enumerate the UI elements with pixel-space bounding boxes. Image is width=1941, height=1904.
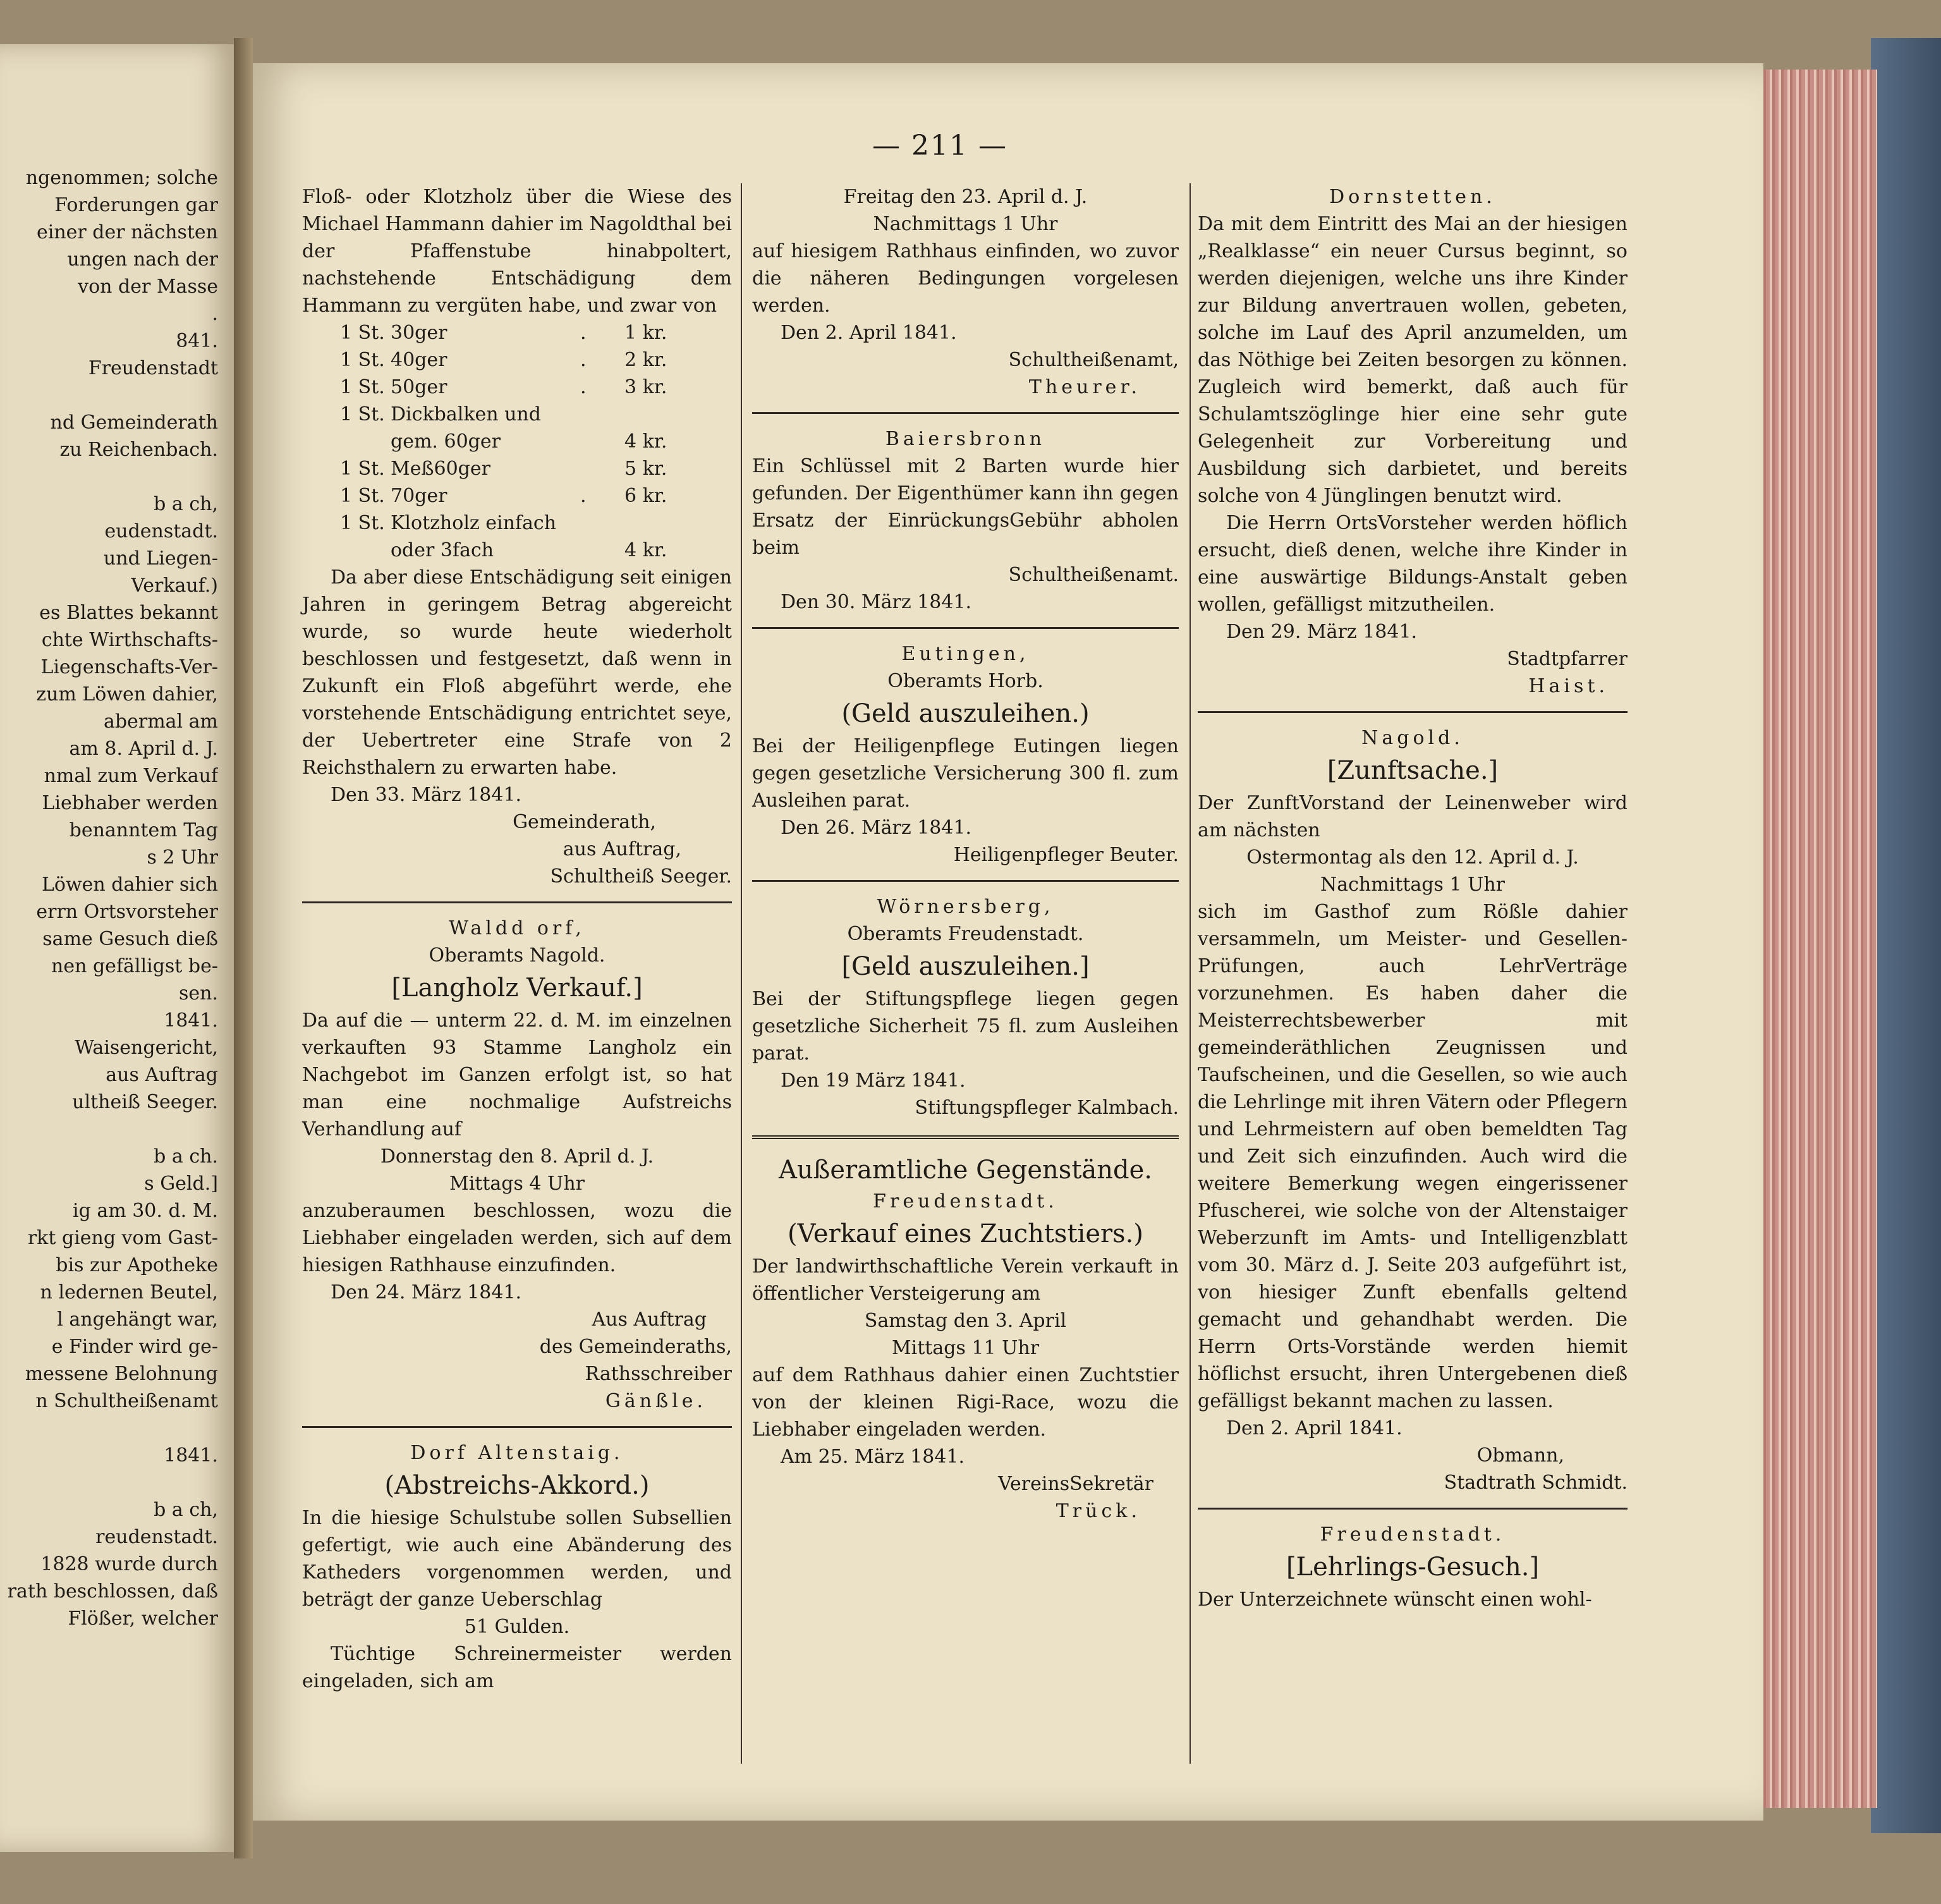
divider xyxy=(752,627,1179,629)
left-fragment-line: 1841. xyxy=(164,1010,218,1032)
left-fragment-line: Löwen dahier sich xyxy=(41,874,218,896)
left-fragment-line: n ledernen Beutel, xyxy=(40,1281,218,1303)
price-dot: . xyxy=(580,349,587,371)
col1-body4: anzuberaumen beschlossen, wozu die Liebhaber eingeladen werden, sich auf dem hiesigen Rathhause einzufinden. xyxy=(302,1200,732,1276)
divider xyxy=(302,1426,732,1428)
left-fragment-line xyxy=(0,1116,218,1143)
price-item: 50ger xyxy=(391,376,447,398)
price-qty: 1 St. xyxy=(340,322,385,344)
col1-body5: In die hiesige Schulstube sollen Subsellien gefertigt, wie auch eine Abänderung des Katheders vorgenommen werden, und beträgt der ganze Ueberschlag xyxy=(302,1507,732,1611)
left-fragment-line: rkt gieng vom Gast- xyxy=(27,1227,218,1249)
col1-sig1b: aus Auftrag, xyxy=(563,838,681,860)
left-fragment-line xyxy=(0,463,218,491)
column-1 xyxy=(302,183,732,1695)
price-dot: . xyxy=(580,376,587,398)
col2-sig5a: VereinsSekretär xyxy=(998,1473,1153,1495)
price-qty: 1 St. xyxy=(340,349,385,371)
col3-date1: Den 29. März 1841. xyxy=(1226,621,1418,643)
price-qty: 1 St. xyxy=(340,376,385,398)
col2-place5: Freudenstadt. xyxy=(873,1190,1058,1212)
col1-date1: Den 33. März 1841. xyxy=(331,784,522,806)
left-fragment-line: reudenstadt. xyxy=(95,1526,218,1548)
price-qty: 1 St. xyxy=(340,458,385,480)
col1-amount: 51 Gulden. xyxy=(464,1616,570,1638)
price-item: Klotzholz einfach xyxy=(391,512,557,534)
price-row xyxy=(302,537,732,564)
price-item: 70ger xyxy=(391,485,447,507)
price-item: oder 3fach xyxy=(391,539,494,561)
col2-place2: Baiersbronn xyxy=(885,428,1046,450)
left-fragment-line: Waisengericht, xyxy=(75,1037,218,1059)
col3-body5: Der Unterzeichnete wünscht einen wohl- xyxy=(1198,1589,1592,1611)
col3-body4: sich im Gasthof zum Rößle dahier versammeln, um Meister- und Gesellen-Prüfungen, auch LehrVerträge vorzunehmen. Es haben daher die Meisterrechtsbewerber mit gemeinderäthlichen Zeugnissen und Taufscheinen, und die Gesellen, so wie auch die Lehrlinge mit ihren Vätern oder Pflegern und Lehrmeistern auf oben bemeldten Tag und Zeit sich einzufinden. Auch wird die weitere Bemerkung wegen eingerissener Pfuscherei, wie solche von der Altenstaiger Weberzunft im Amts- und Intelligenzblatt vom 30. März d. J. Seite 203 aufgeführt ist, von hiesiger Zunft ebenfalls geltend gemacht und gehandhabt werden. Die Herrn Orts-Vorstände werden hiemit höflichst ersucht, ihren Untergebenen dieß gefälligst bekannt machen zu lassen. xyxy=(1198,901,1628,1412)
left-fragment-line: l angehängt war, xyxy=(57,1309,218,1331)
price-dot xyxy=(580,401,624,428)
col3-head3: [Lehrlings-Gesuch.] xyxy=(1286,1553,1540,1582)
price-row xyxy=(302,455,732,482)
col3-head2: [Zunftsache.] xyxy=(1327,756,1499,785)
col2-date5: Am 25. März 1841. xyxy=(781,1446,965,1468)
col3-sig1a: Stadtpfarrer xyxy=(1507,648,1628,670)
col1-body2: Da aber diese Entschädigung seit einigen Jahren in geringem Betrag abgereicht wurde, so wurde heute wiederholt beschlossen und festgesetzt, daß wenn in Zukunft ein Floß abgeführt werde, ehe vorstehende Entschädigung entrichtet seye, der Uebertreter eine Strafe von 2 Reichsthalern zu erwarten habe. xyxy=(302,566,732,779)
col1-sig2b: des Gemeinderaths, xyxy=(539,1336,732,1358)
col3-place3: Freudenstadt. xyxy=(1320,1523,1506,1546)
left-fragment-line: benanntem Tag xyxy=(69,819,218,841)
col1-when2b: Mittags 4 Uhr xyxy=(449,1173,585,1195)
col2-body4: Bei der Stiftungspflege liegen gegen gesetzliche Sicherheit 75 fl. zum Ausleihen parat. xyxy=(752,988,1179,1065)
left-fragment-line: nmal zum Verkauf xyxy=(44,765,218,787)
col2-place4: Wörnersberg, xyxy=(877,896,1054,918)
col2-head5: (Verkauf eines Zuchtstiers.) xyxy=(788,1219,1143,1248)
price-row xyxy=(302,428,732,455)
col2-date3: Den 26. März 1841. xyxy=(781,817,972,839)
column-rule-2 xyxy=(1190,183,1191,1764)
col3-date2: Den 2. April 1841. xyxy=(1226,1417,1403,1439)
col1-sub2: Oberamts Nagold. xyxy=(429,944,605,967)
left-fragment-line: zum Löwen dahier, xyxy=(36,683,218,705)
left-fragment-line: chte Wirthschafts- xyxy=(41,629,218,651)
col3-body3: Der ZunftVorstand der Leinenweber wird am nächsten xyxy=(1198,792,1628,841)
left-fragment-line: . xyxy=(212,303,218,325)
left-fragment-line: b a ch, xyxy=(154,493,218,515)
col2-sig1b: Theurer. xyxy=(1028,376,1141,398)
col1-place2: Waldd orf, xyxy=(449,917,585,939)
left-fragment-line: nd Gemeinderath xyxy=(50,412,218,434)
left-fragment-line: 841. xyxy=(176,330,218,352)
col2-body2: Ein Schlüssel mit 2 Barten wurde hier gefunden. Der Eigenthümer kann ihn gegen Ersatz der EinrückungsGebühr abholen beim xyxy=(752,455,1179,559)
col1-body3: Da auf die — unterm 22. d. M. im einzelnen verkauften 93 Stamme Langholz ein Nachgebot im Ganzen erfolgt ist, so hat man eine nochmalige Aufstreichs Verhandlung auf xyxy=(302,1010,732,1140)
left-fragment-line: nen gefälligst be- xyxy=(51,955,218,977)
left-fragment-line: bis zur Apotheke xyxy=(56,1254,218,1276)
col1-date2: Den 24. März 1841. xyxy=(331,1281,522,1303)
left-fragment-line: rath beschlossen, daß xyxy=(7,1580,218,1602)
price-row xyxy=(302,319,732,346)
col2-sub3: Oberamts Horb. xyxy=(887,670,1044,692)
section-heading: Außeramtliche Gegenstände. xyxy=(778,1156,1152,1185)
book-cover xyxy=(1871,38,1941,1833)
left-fragment-line: s Geld.] xyxy=(144,1173,218,1195)
price-price: 3 kr. xyxy=(624,376,667,398)
col1-head2: [Langholz Verkauf.] xyxy=(391,973,643,1003)
price-price: 5 kr. xyxy=(624,458,667,480)
col1-sig2a: Aus Auftrag xyxy=(592,1309,707,1331)
col1-intro: Floß- oder Klotzholz über die Wiese des Michael Hammann dahier im Nagoldthal bei der Pfaffenstube hinabpoltert, nachstehende Entschädigung dem Hammann zu vergüten habe, und zwar von xyxy=(302,186,732,317)
book-gutter xyxy=(234,38,253,1858)
price-qty: 1 St. xyxy=(340,485,385,507)
divider xyxy=(752,412,1179,414)
left-fragment-line: ultheiß Seeger. xyxy=(72,1091,218,1113)
price-list xyxy=(302,319,732,564)
price-row xyxy=(302,510,732,537)
price-row xyxy=(302,482,732,510)
left-fragment-line: eudenstadt. xyxy=(104,520,218,542)
col2-sig2: Schultheißenamt. xyxy=(1008,564,1179,586)
left-fragment-line: von der Masse xyxy=(78,276,218,298)
left-fragment-line: n Schultheißenamt xyxy=(35,1390,218,1412)
left-fragment-line xyxy=(0,1469,218,1496)
col2-date1: Den 2. April 1841. xyxy=(781,322,957,344)
col3-body1: Da mit dem Eintritt des Mai an der hiesigen „Realklasse“ ein neuer Cursus beginnt, so werden diejenigen, welche uns ihre Kinder zur Bildung anvertrauen wollen, gebeten, solche im Lauf des April anzumelden, um das Nöthige bei Zeiten besorgen zu können. Zugleich wird bemerkt, daß auch für Schulamtszöglinge hier eine sehr gute Gelegenheit zur Vorbereitung und Ausbildung sich darbietet, und bereits solche von 4 Jünglingen benutzt wird. xyxy=(1198,213,1628,507)
left-fragment-line: messene Belohnung xyxy=(25,1363,218,1385)
left-fragment-line: Liegenschafts-Ver- xyxy=(40,656,218,678)
left-fragment-line: am 8. April d. J. xyxy=(69,738,218,760)
price-price: 6 kr. xyxy=(624,485,667,507)
col1-head3: (Abstreichs-Akkord.) xyxy=(384,1471,650,1500)
price-qty xyxy=(340,428,391,455)
col2-date4: Den 19 März 1841. xyxy=(781,1070,966,1092)
left-fragment-line: sen. xyxy=(178,982,218,1004)
divider xyxy=(752,880,1179,882)
price-item: gem. 60ger xyxy=(391,430,501,453)
col3-body2: Die Herrn OrtsVorsteher werden höflich ersucht, dieß denen, welche ihre Kinder in eine auswärtige Bildungs-Anstalt geben wollen, gefälligst mitzutheilen. xyxy=(1198,512,1628,616)
left-fragment-line: e Finder wird ge- xyxy=(51,1336,218,1358)
left-fragment-line: Verkauf.) xyxy=(131,575,218,597)
col2-body3: Bei der Heiligenpflege Eutingen liegen gegen gesetzliche Versicherung 300 fl. zum Ausleihen parat. xyxy=(752,735,1179,812)
left-fragment-line: b a ch. xyxy=(154,1145,218,1168)
price-dot xyxy=(580,510,624,537)
column-rule-1 xyxy=(741,183,742,1764)
left-fragment-line: s 2 Uhr xyxy=(147,846,218,869)
col3-sig2b: Stadtrath Schmidt. xyxy=(1444,1472,1628,1494)
col1-sig1c: Schultheiß Seeger. xyxy=(550,865,732,888)
column-3 xyxy=(1198,183,1628,1613)
price-qty: 1 St. xyxy=(340,403,385,425)
price-row xyxy=(302,401,732,428)
col2-body1: auf hiesigem Rathhaus einfinden, wo zuvor die näheren Bedingungen vorgelesen werden. xyxy=(752,240,1179,317)
double-divider xyxy=(752,1135,1179,1139)
col3-place1: Dornstetten. xyxy=(1329,186,1496,208)
col1-sig2d: Gänßle. xyxy=(605,1390,707,1412)
col2-sig3: Heiligenpfleger Beuter. xyxy=(953,844,1179,866)
price-item: Meß60ger xyxy=(391,458,490,480)
price-row xyxy=(302,374,732,401)
left-fragment-line: und Liegen- xyxy=(103,547,218,570)
col2-when5b: Mittags 11 Uhr xyxy=(891,1337,1040,1359)
col2-when1b: Nachmittags 1 Uhr xyxy=(873,213,1058,235)
left-fragment-line: abermal am xyxy=(104,711,218,733)
left-fragment-line xyxy=(0,382,218,409)
page-edges xyxy=(1757,70,1877,1808)
col2-body6: auf dem Rathhaus dahier einen Zuchtstier von der kleinen Rigi-Race, wozu die Liebhaber eingeladen werden. xyxy=(752,1364,1179,1441)
col1-sig2c: Rathsschreiber xyxy=(585,1363,732,1385)
col3-when2a: Ostermontag als den 12. April d. J. xyxy=(1246,846,1579,869)
divider xyxy=(1198,711,1628,713)
col1-body6: Tüchtige Schreinermeister werden eingeladen, sich am xyxy=(302,1643,732,1692)
left-fragment-line: einer der nächsten xyxy=(37,221,218,243)
left-fragment-line: Liebhaber werden xyxy=(42,792,218,814)
left-fragment-line: Forderungen gar xyxy=(54,194,218,216)
col3-place2: Nagold. xyxy=(1361,727,1464,749)
left-fragment-line: es Blattes bekannt xyxy=(39,602,218,624)
price-dot: . xyxy=(580,322,587,344)
left-fragment-line: Flößer, welcher xyxy=(68,1608,218,1630)
column-2 xyxy=(752,183,1179,1525)
left-fragment-line: zu Reichenbach. xyxy=(59,439,218,461)
left-fragment-line: b a ch, xyxy=(154,1499,218,1521)
left-fragment-line: 1841. xyxy=(164,1444,218,1467)
col3-sig2a: Obmann, xyxy=(1476,1444,1564,1467)
price-item: 40ger xyxy=(391,349,447,371)
left-fragment-line: ungen nach der xyxy=(67,248,218,271)
price-price xyxy=(624,401,694,428)
left-fragment-line: ngenommen; solche xyxy=(25,167,218,189)
price-item: Dickbalken und xyxy=(391,403,541,425)
col3-when2b: Nachmittags 1 Uhr xyxy=(1320,874,1505,896)
divider xyxy=(1198,1508,1628,1510)
left-fragment-line: 1828 wurde durch xyxy=(40,1553,218,1575)
price-dot xyxy=(580,428,624,455)
price-qty xyxy=(340,537,391,564)
col2-head4: [Geld auszuleihen.] xyxy=(841,952,1090,981)
col2-sig1a: Schultheißenamt, xyxy=(1008,349,1179,371)
page-number: — 211 — xyxy=(872,130,1007,162)
left-fragment-line xyxy=(0,1415,218,1442)
col2-sub4: Oberamts Freudenstadt. xyxy=(847,923,1084,945)
col1-place3: Dorf Altenstaig. xyxy=(410,1442,624,1464)
col2-body5: Der landwirthschaftliche Verein verkauft in öffentlicher Versteigerung am xyxy=(752,1255,1179,1305)
price-price: 4 kr. xyxy=(624,539,667,561)
price-item: 30ger xyxy=(391,322,447,344)
col1-when2a: Donnerstag den 8. April d. J. xyxy=(380,1145,654,1168)
left-page-fragment xyxy=(0,164,218,1632)
price-qty: 1 St. xyxy=(340,512,385,534)
price-dot: . xyxy=(580,485,587,507)
price-dot xyxy=(580,537,624,564)
left-fragment-line: Freudenstadt xyxy=(88,357,218,379)
col2-head3: (Geld auszuleihen.) xyxy=(841,699,1090,728)
col2-when1a: Freitag den 23. April d. J. xyxy=(843,186,1088,208)
col2-sig4: Stiftungspfleger Kalmbach. xyxy=(915,1097,1179,1119)
col3-sig1b: Haist. xyxy=(1528,675,1609,697)
divider xyxy=(302,901,732,903)
col2-place3: Eutingen, xyxy=(901,643,1030,665)
col2-sig5b: Trück. xyxy=(1056,1500,1141,1522)
price-price: 4 kr. xyxy=(624,430,667,453)
price-price: 2 kr. xyxy=(624,349,667,371)
left-fragment-line: errn Ortsvorsteher xyxy=(36,901,218,923)
col2-date2: Den 30. März 1841. xyxy=(781,591,972,613)
left-fragment-line: same Gesuch dieß xyxy=(42,928,218,950)
col1-sig1a: Gemeinderath, xyxy=(513,811,656,833)
col2-when5a: Samstag den 3. April xyxy=(864,1310,1067,1332)
left-fragment-line: ig am 30. d. M. xyxy=(73,1200,218,1222)
price-price: 1 kr. xyxy=(624,322,667,344)
left-fragment-line: aus Auftrag xyxy=(106,1064,218,1086)
price-price xyxy=(624,510,694,537)
price-dot xyxy=(580,455,624,482)
price-row xyxy=(302,346,732,374)
